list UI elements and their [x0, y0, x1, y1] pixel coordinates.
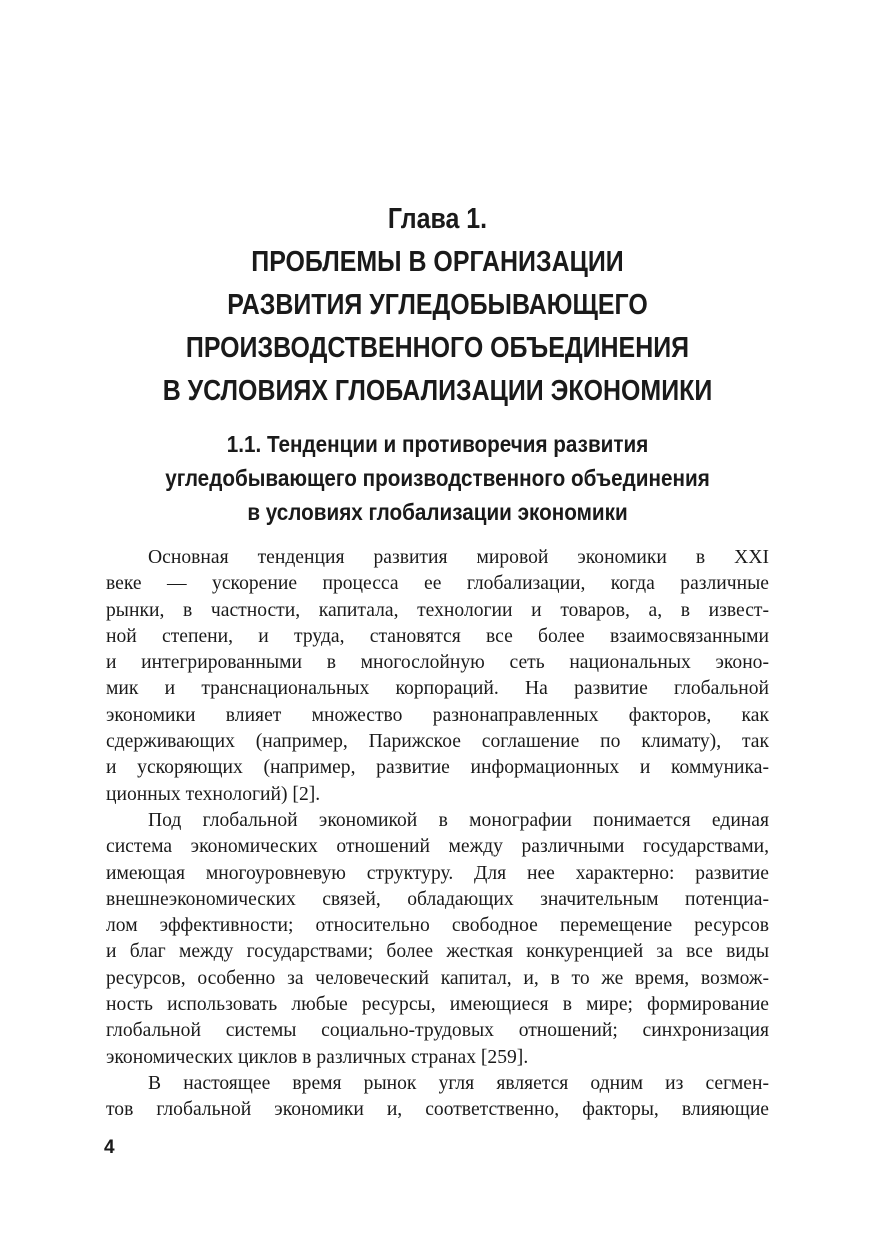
body-text [106, 545, 769, 1124]
paragraph [106, 545, 769, 808]
text-line: Под глобальной экономикой в монографии понимается единая [148, 809, 769, 831]
section-heading-line: 1.1. Тенденции и противоречия развития [226, 431, 649, 457]
paragraph [106, 808, 769, 1071]
text-line: рынки, в частности, капитала, технологии и товаров, а, в извест- [106, 599, 769, 621]
chapter-heading-line: Глава 1. [387, 203, 488, 235]
chapter-heading-line: РАЗВИТИЯ УГЛЕДОБЫВАЮЩЕГО [227, 289, 648, 321]
section-heading-line: угледобывающего производственного объединения [165, 465, 710, 491]
text-line: сдерживающих (например, Парижское соглашение по климату), так [106, 731, 769, 753]
text-line: система экономических отношений между различными государствами, [106, 836, 769, 858]
chapter-heading-line: ПРОИЗВОДСТВЕННОГО ОБЪЕДИНЕНИЯ [185, 332, 690, 364]
paragraph [106, 1071, 769, 1124]
section-heading [53, 427, 823, 529]
text-line: ность использовать любые ресурсы, имеющиеся в мире; формирование [106, 994, 769, 1016]
text-line: и ускоряющих (например, развитие информационных и коммуника- [106, 757, 769, 779]
text-line: имеющая многоуровневую структуру. Для нее характерно: развитие [106, 862, 769, 884]
text-line: тов глобальной экономики и, соответственно, факторы, влияющие [106, 1099, 769, 1121]
text-line: внешнеэкономических связей, обладающих значительным потенциа- [106, 888, 769, 910]
text-line: ресурсов, особенно за человеческий капитал, и, в то же время, возмож- [106, 967, 769, 989]
text-line: и интегрированными в многослойную сеть национальных эконо- [106, 652, 769, 674]
text-line: мик и транснациональных корпораций. На развитие глобальной [106, 678, 769, 700]
chapter-heading-line: В УСЛОВИЯХ ГЛОБАЛИЗАЦИИ ЭКОНОМИКИ [162, 375, 713, 407]
chapter-heading [61, 198, 814, 413]
text-line: веке — ускорение процесса ее глобализации, когда различные [106, 573, 769, 595]
text-line: В настоящее время рынок угля является одним из сегмен- [148, 1072, 769, 1094]
page-number: 4 [104, 1137, 115, 1158]
text-line: глобальной системы социально-трудовых отношений; синхронизация [106, 1020, 769, 1042]
text-line: лом эффективности; относительно свободное перемещение ресурсов [106, 915, 769, 937]
text-line: экономических циклов в различных странах [259]. [106, 1046, 529, 1068]
section-heading-line: в условиях глобализации экономики [247, 499, 628, 525]
text-line: ной степени, и труда, становятся все более взаимосвязанными [106, 625, 769, 647]
text-line: ционных технологий) [2]. [106, 783, 321, 805]
text-line: и благ между государствами; более жесткая конкуренцией за все виды [106, 941, 769, 963]
chapter-heading-line: ПРОБЛЕМЫ В ОРГАНИЗАЦИИ [251, 246, 624, 278]
text-line: Основная тенденция развития мировой экономики в XXI [148, 547, 769, 568]
text-line: экономики влияет множество разнонаправленных факторов, как [106, 704, 769, 726]
